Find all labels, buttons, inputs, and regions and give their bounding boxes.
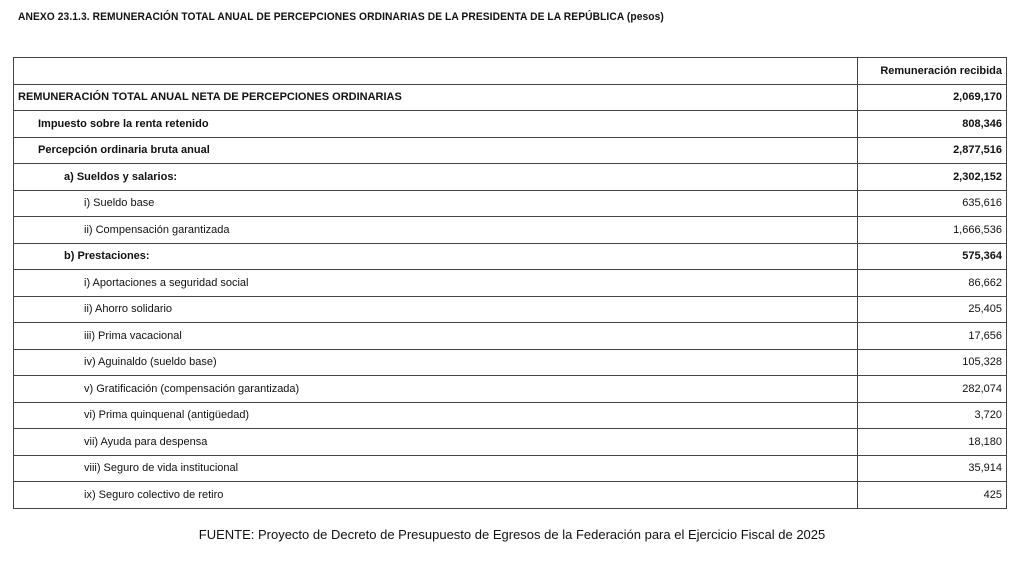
- header-cell-concept: [14, 58, 858, 85]
- table-row: [14, 190, 1007, 217]
- table-row: [14, 270, 1007, 297]
- table-row: [14, 349, 1007, 376]
- row-value: 25,405: [858, 296, 1007, 323]
- row-label: a) Sueldos y salarios:: [14, 164, 858, 191]
- table-row: [14, 455, 1007, 482]
- row-label: i) Sueldo base: [14, 190, 858, 217]
- row-label: ix) Seguro colectivo de retiro: [14, 482, 858, 509]
- row-value: 635,616: [858, 190, 1007, 217]
- table-row: [14, 482, 1007, 509]
- row-value: 2,069,170: [858, 84, 1007, 111]
- row-value: 17,656: [858, 323, 1007, 350]
- row-label: iv) Aguinaldo (sueldo base): [14, 349, 858, 376]
- table-row: [14, 84, 1007, 111]
- header-cell-amount: Remuneración recibida: [858, 58, 1007, 85]
- row-value: 35,914: [858, 455, 1007, 482]
- row-label: Impuesto sobre la renta retenido: [14, 111, 858, 138]
- table-row: [14, 137, 1007, 164]
- table-row: [14, 323, 1007, 350]
- row-value: 425: [858, 482, 1007, 509]
- row-value: 808,346: [858, 111, 1007, 138]
- row-label: v) Gratificación (compensación garantizada): [14, 376, 858, 403]
- row-label: REMUNERACIÓN TOTAL ANUAL NETA DE PERCEPCIONES ORDINARIAS: [14, 84, 858, 111]
- row-label: iii) Prima vacacional: [14, 323, 858, 350]
- row-value: 86,662: [858, 270, 1007, 297]
- table-row: [14, 429, 1007, 456]
- row-label: i) Aportaciones a seguridad social: [14, 270, 858, 297]
- row-label: ii) Ahorro solidario: [14, 296, 858, 323]
- table-row: [14, 243, 1007, 270]
- table-row: [14, 164, 1007, 191]
- row-label: viii) Seguro de vida institucional: [14, 455, 858, 482]
- row-value: 3,720: [858, 402, 1007, 429]
- table-header-row: [14, 58, 1007, 85]
- row-label: ii) Compensación garantizada: [14, 217, 858, 244]
- row-label: b) Prestaciones:: [14, 243, 858, 270]
- source-note: FUENTE: Proyecto de Decreto de Presupuesto de Egresos de la Federación para el Ejercicio Fiscal de 2025: [198, 527, 826, 542]
- table-row: [14, 296, 1007, 323]
- document-title: ANEXO 23.1.3. REMUNERACIÓN TOTAL ANUAL DE PERCEPCIONES ORDINARIAS DE LA PRESIDENTA DE LA REPÚBLICA (pesos): [18, 11, 664, 23]
- table-row: [14, 217, 1007, 244]
- row-label: Percepción ordinaria bruta anual: [14, 137, 858, 164]
- table-row: [14, 376, 1007, 403]
- row-value: 282,074: [858, 376, 1007, 403]
- row-value: 105,328: [858, 349, 1007, 376]
- row-label: vii) Ayuda para despensa: [14, 429, 858, 456]
- row-label: vi) Prima quinquenal (antigüedad): [14, 402, 858, 429]
- table-row: [14, 402, 1007, 429]
- row-value: 18,180: [858, 429, 1007, 456]
- row-value: 2,877,516: [858, 137, 1007, 164]
- table-row: [14, 111, 1007, 138]
- remuneration-table: [13, 57, 1007, 509]
- row-value: 575,364: [858, 243, 1007, 270]
- row-value: 1,666,536: [858, 217, 1007, 244]
- row-value: 2,302,152: [858, 164, 1007, 191]
